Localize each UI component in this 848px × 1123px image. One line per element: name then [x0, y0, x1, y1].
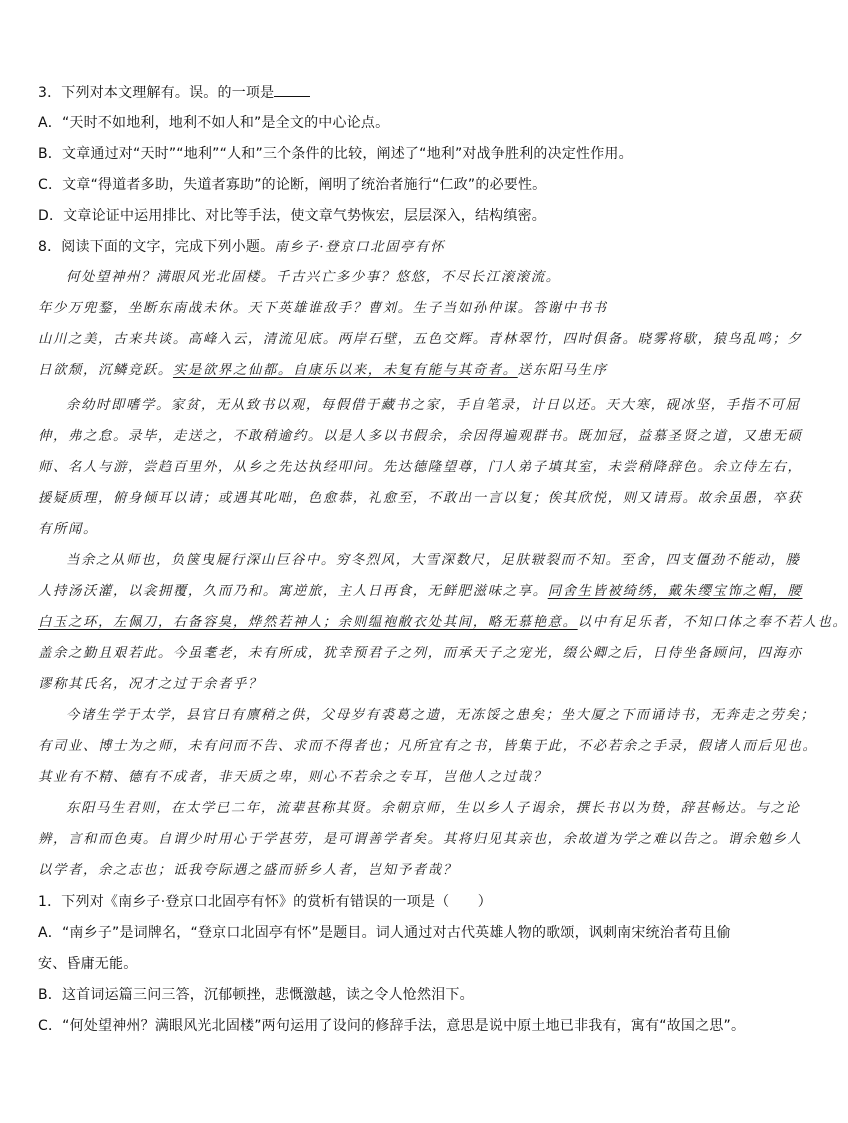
question-1-option-b[interactable]: B．这首词运篇三问三答，沉郁顿挫，悲慨激越，读之令人怆然泪下。 — [38, 987, 474, 1003]
passage-line: 白玉之环，左佩刀，右备容臭，烨然若神人；余则缊袍敝衣处其间，略无慕艳意。以中有足乐者，不知口体之奉不若人也。 — [38, 615, 848, 630]
passage-line: 年少万兜鍪，坐断东南战未休。天下英雄谁敌手？曹刘。生子当如孙仲谋。答谢中书书 — [38, 301, 608, 316]
question-3-option-d[interactable]: D．文章论证中运用排比、对比等手法，使文章气势恢宏，层层深入，结构缜密。 — [38, 208, 546, 224]
question-1-option-a-continued[interactable]: 安、昏庸无能。 — [38, 956, 138, 972]
underlined-sentence: 实是欲界之仙都。自康乐以来，未复有能与其奇者。 — [172, 363, 518, 378]
passage-line: 以学者，余之志也；诋我夸际遇之盛而骄乡人者，岂知予者哉？ — [38, 863, 458, 878]
question-3-option-b[interactable]: B．文章通过对“天时”“地利”“人和”三个条件的比较，阐述了“地利”对战争胜利的决定性作用。 — [38, 146, 633, 162]
passage-line: 辨，言和而色夷。自谓少时用心于学甚劳，是可谓善学者矣。其将归见其亲也，余故道为学之难以告之。谓余勉乡人 — [38, 832, 803, 847]
question-1-option-c[interactable]: C．“何处望神州？满眼风光北固楼”两句运用了设问的修辞手法，意思是说中原土地已非我有，寓有“故国之思”。 — [38, 1018, 746, 1034]
underlined-sentence: 同舍生皆被绮绣，戴朱缨宝饰之帽，腰 — [547, 584, 803, 599]
question-1-option-a[interactable]: A．“南乡子”是词牌名，“登京口北固亭有怀”是题目。词人通过对古代英雄人物的歌颂，讽刺南宋统治者苟且偷 — [38, 925, 731, 941]
question-8-stem: 8．阅读下面的文字，完成下列小题。南乡子·登京口北固亭有怀 — [38, 239, 446, 255]
passage-line: 东阳马生君则，在太学已二年，流辈甚称其贤。余朝京师，生以乡人子谒余，撰长书以为贽，辞甚畅达。与之论 — [66, 801, 801, 816]
passage-line: 今诸生学于太学，县官日有廪稍之供，父母岁有裘葛之遗，无冻馁之患矣；坐大厦之下而诵诗书，无奔走之劳矣； — [66, 708, 816, 723]
answer-blank[interactable] — [274, 82, 310, 97]
passage-line: 其业有不精、德有不成者，非天质之卑，则心不若余之专耳，岂他人之过哉？ — [38, 770, 548, 785]
passage-line: 余幼时即嗜学。家贫，无从致书以观，每假借于藏书之家，手自笔录，计日以还。天大寒，砚冰坚，手指不可屈 — [66, 398, 801, 413]
underlined-sentence: 白玉之环，左佩刀，右备容臭，烨然若神人；余则缊袍敝衣处其间，略无慕艳意。 — [38, 615, 578, 630]
passage-line: 有所闻。 — [38, 522, 98, 537]
passage-line: 何处望神州？满眼风光北固楼。千古兴亡多少事？悠悠，不尽长江滚滚流。 — [66, 270, 561, 285]
passage-line: 有司业、博士为之师，未有问而不告、求而不得者也；凡所宜有之书，皆集于此，不必若余之手录，假诸人而后见也。 — [38, 739, 818, 754]
question-3-option-a[interactable]: A．“天时不如地利，地利不如人和”是全文的中心论点。 — [38, 115, 390, 131]
passage-line: 援疑质理，俯身倾耳以请；或遇其叱咄，色愈恭，礼愈至，不敢出一言以复；俟其欣悦，则又请焉。故余虽愚，卒获 — [38, 491, 803, 506]
passage-line: 师、名人与游，尝趋百里外，从乡之先达执经叩问。先达德隆望尊，门人弟子填其室，未尝稍降辞色。余立侍左右， — [38, 460, 803, 475]
poem-title: 南乡子·登京口北固亭有怀 — [274, 240, 446, 255]
passage-line: 谬称其氏名，况才之过于余者乎？ — [38, 677, 263, 692]
passage-line: 当余之从师也，负箧曳屣行深山巨谷中。穷冬烈风，大雪深数尺，足肤皲裂而不知。至舍，四支僵劲不能动，媵 — [66, 553, 801, 568]
passage-line: 盖余之勤且艰若此。今虽耄老，未有所成，犹幸预君子之列，而承天子之宠光，缀公卿之后，日侍坐备顾问，四海亦 — [38, 646, 803, 661]
passage-line: 伸，弗之怠。录毕，走送之，不敢稍逾约。以是人多以书假余，余因得遍观群书。既加冠，益慕圣贤之道，又患无硕 — [38, 429, 803, 444]
passage-line: 人持汤沃灌，以衾拥覆，久而乃和。寓逆旅，主人日再食，无鲜肥滋味之享。同舍生皆被绮绣，戴朱缨宝饰之帽，腰 — [38, 584, 803, 599]
question-3-stem: 3．下列对本文理解有。误。的一项是 — [38, 82, 764, 103]
passage-line: 山川之美，古来共谈。高峰入云，清流见底。两岸石壁，五色交辉。青林翠竹，四时俱备。晓雾将歇，猿鸟乱鸣；夕 — [38, 332, 803, 347]
question-3-option-c[interactable]: C．文章“得道者多助，失道者寡助”的论断，阐明了统治者施行“仁政”的必要性。 — [38, 177, 547, 193]
essay-title: 送东阳马生序 — [517, 363, 608, 378]
passage-line: 日欲颓，沉鳞竞跃。实是欲界之仙都。自康乐以来，未复有能与其奇者。送东阳马生序 — [38, 363, 608, 378]
question-1-stem: 1．下列对《南乡子·登京口北固亭有怀》的赏析有错误的一项是（ ） — [38, 894, 492, 910]
